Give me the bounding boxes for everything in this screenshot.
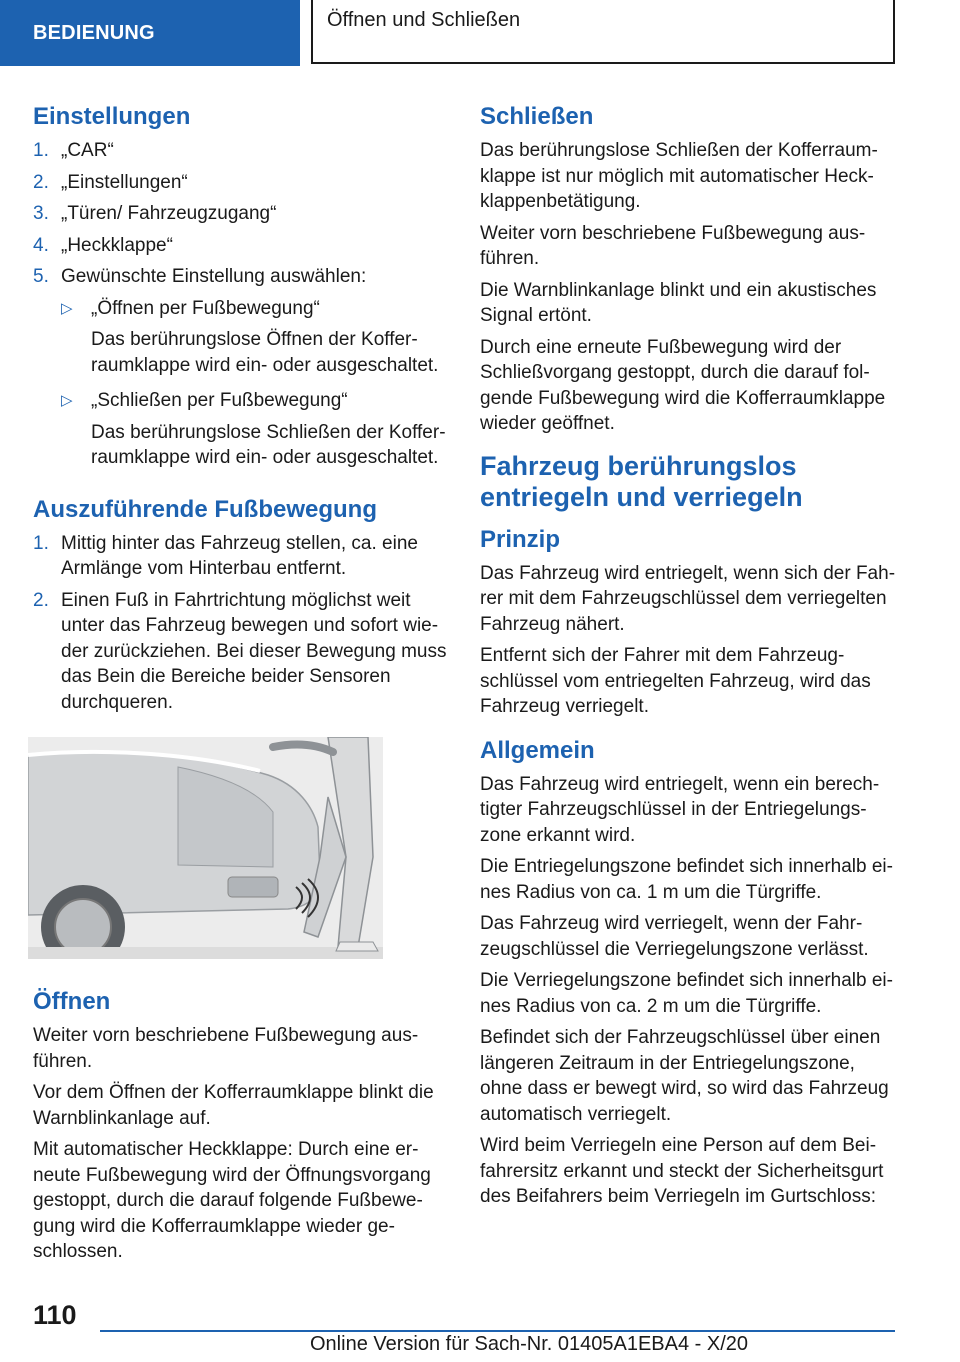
paragraph: Weiter vorn beschriebene Fußbewegung ausführen. (480, 222, 866, 269)
option-list (61, 296, 453, 471)
paragraph: Das Fahrzeug wird entriegelt, wenn ein berechtigter Fahrzeugschlüssel in der Entriegelungszone erkannt wird. (480, 773, 880, 846)
paragraph: Das Fahrzeug wird verriegelt, wenn der Fahrzeugschlüssel die Verriegelungszone verlässt. (480, 913, 869, 960)
page-footer (0, 1290, 960, 1362)
list-item (33, 531, 453, 582)
heading-prinzip: Prinzip (480, 525, 561, 553)
paragraph: Weiter vorn beschriebene Fußbewegung ausführen. (33, 1025, 419, 1072)
option-item (61, 388, 453, 471)
step-text: „Einstellungen“ (61, 171, 188, 193)
chapter-title-box (311, 0, 895, 64)
step-text: Einen Fuß in Fahrtrichtung möglichst weit unter das Fahrzeug bewegen und sofort wieder zurückziehen. Bei dieser Bewegung muss das Bein die Bereiche beider Sensoren durchqueren. (61, 589, 447, 713)
section-tab: BEDIENUNG (0, 0, 300, 66)
step-number: 3. (33, 203, 49, 224)
heading-schliessen: Schließen (480, 103, 594, 130)
step-number: 4. (33, 234, 49, 256)
person-shoe (336, 942, 378, 951)
step-number: 2. (33, 589, 49, 611)
paragraph: Mit automatischer Heckklappe: Durch eine erneute Fußbewegung wird der Öffnungsvorgang gestoppt, durch die darauf folgende Fußbewegung wird die Kofferraumklappe wieder geschlossen. (33, 1139, 431, 1262)
option-description: Das berührungslose Öffnen der Kofferraumklappe wird ein- oder ausgeschaltet. (91, 329, 439, 376)
footer-version-text: Online Version für Sach-Nr. 01405A1EBA4 - X/20 (310, 1333, 749, 1355)
step-text: „CAR“ (61, 140, 114, 161)
paragraph: Befindet sich der Fahrzeugschlüssel über einen längeren Zeitraum in der Entriegelungszone, ohne dass er bewegt wird, so wird das Fahrzeug automatisch verriegelt. (480, 1027, 889, 1125)
option-item (61, 296, 453, 379)
paragraph: Die Entriegelungszone befindet sich innerhalb eines Radius von ca. 1 m um die Türgriffe. (480, 856, 893, 903)
list-item (33, 138, 453, 164)
step-text: „Heckklappe“ (61, 234, 173, 256)
list-item (33, 201, 453, 227)
option-description: Das berührungslose Schließen der Kofferraumklappe wird ein- oder ausgeschaltet. (91, 421, 446, 468)
paragraph: Wird beim Verriegeln eine Person auf dem Beifahrersitz erkannt und steckt der Sicherheitsgurt des Beifahrers beim Verriegeln im Gurtschloss: (480, 1135, 884, 1207)
paragraph: Durch eine erneute Fußbewegung wird der Schließvorgang gestoppt, durch die darauf folgende Fußbewegung wird die Kofferraumklappe wieder geöffnet. (480, 336, 886, 434)
triangle-bullet-icon: ▷ (61, 299, 73, 317)
step-text: „Türen/ Fahrzeugzugang“ (61, 203, 277, 224)
right-column (480, 100, 900, 1216)
paragraph: Das Fahrzeug wird entriegelt, wenn sich der Fahrer mit dem Fahrzeugschlüssel dem verriegelten Fahrzeug nähert. (480, 562, 896, 635)
heading-einstellungen: Einstellungen (33, 103, 191, 130)
option-label: „Öffnen per Fußbewegung“ (91, 297, 320, 319)
step-number: 1. (33, 140, 49, 161)
heading-oeffnen: Öffnen (33, 988, 111, 1015)
heading-fussbewegung: Auszuführende Fußbewegung (33, 495, 377, 523)
list-item (33, 264, 453, 471)
step-text: Mittig hinter das Fahrzeug stellen, ca. eine Armlänge vom Hinterbau entfernt. (61, 532, 418, 579)
main-heading: Fahrzeug berührungslos entriegeln und verriegeln (480, 450, 803, 512)
left-column (33, 100, 453, 1271)
paragraph: Entfernt sich der Fahrer mit dem Fahrzeugschlüssel vom entriegelten Fahrzeug, wird das Fahrzeug verriegelt. (480, 645, 871, 717)
option-label: „Schließen per Fußbewegung“ (91, 390, 348, 411)
list-item (33, 170, 453, 196)
einstellungen-steps (33, 138, 453, 471)
heading-allgemein: Allgemein (480, 736, 595, 764)
step-text: Gewünschte Einstellung auswählen: (61, 266, 367, 287)
footer-divider (100, 1330, 895, 1332)
step-number: 1. (33, 532, 49, 554)
paragraph: Die Verriegelungszone befindet sich innerhalb eines Radius von ca. 2 m um die Türgriffe. (480, 970, 893, 1017)
car-illustration-svg (28, 737, 383, 959)
paragraph: Das berührungslose Schließen der Kofferraumklappe ist nur möglich mit automatischer Heckklappenbetätigung. (480, 140, 878, 212)
fussbewegung-steps (33, 531, 453, 716)
paragraph: Die Warnblinkanlage blinkt und ein akustisches Signal ertönt. (480, 279, 877, 326)
paragraph: Vor dem Öffnen der Kofferraumklappe blinkt die Warnblinkanlage auf. (33, 1082, 434, 1129)
wheel-rim (55, 899, 111, 955)
list-item (33, 233, 453, 259)
step-number: 5. (33, 266, 49, 287)
chapter-title: Öffnen und Schließen (327, 9, 521, 31)
ground (28, 947, 383, 959)
page-header (0, 0, 960, 66)
car-rear-foot-sensor-illustration (28, 737, 383, 959)
exhaust-tip (228, 877, 278, 897)
triangle-bullet-icon: ▷ (61, 392, 73, 409)
step-number: 2. (33, 171, 49, 193)
page-number: 110 (33, 1300, 77, 1330)
list-item (33, 588, 453, 716)
